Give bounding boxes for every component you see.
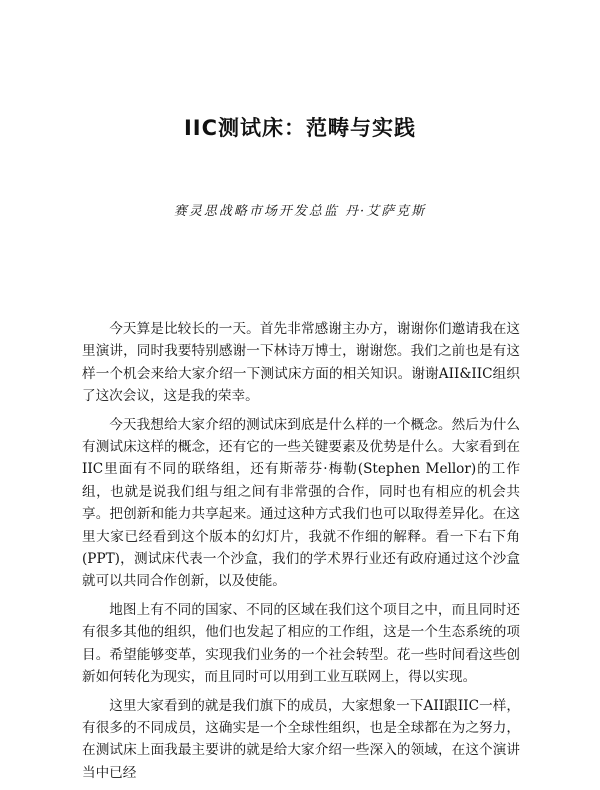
paragraph-3: 地图上有不同的国家、不同的区域在我们这个项目之中，而且同时还有很多其他的组织，他们也发起了相应的工作组，这是一个生态系统的项目。希望能够变革，实现我们业务的一个社会转型。花一些时间看这些创新如何转化为现实，而且同时可以用到工业互联网上，得以实现。 [82,601,520,686]
paragraph-4: 这里大家看到的就是我们旗下的成员，大家想象一下AII跟IIC一样，有很多的不同成员，这确实是一个全球性组织，也是全球都在为之努力，在测试床上面我最主要讲的就是给大家介绍一些深入的领域，在这个演讲当中已经 [82,697,520,781]
paragraph-1: 今天算是比较长的一天。首先非常感谢主办方，谢谢你们邀请我在这里演讲，同时我要特别感谢一下林诗万博士，谢谢您。我们之前也是有这样一个机会来给大家介绍一下测试床方面的相关知识。谢谢AII&IIC组织了这次会议，这是我的荣幸。 [82,321,520,405]
body-text [82,318,520,790]
author-byline: 赛灵思战略市场开发总监 丹·艾萨克斯 [173,204,427,219]
document-title: IIC测试床：范畴与实践 [183,116,417,140]
paragraph-2: 今天我想给大家介绍的测试床到底是什么样的一个概念。然后为什么有测试床这样的概念，还有它的一些关键要素及优势是什么。大家看到在IIC里面有不同的联络组，还有斯蒂芬·梅勒(Stephen Mellor)的工作组，也就是说我们组与组之间有非常强的合作，同时也有相应的机会共享。把创新和能力共享起来。通过这种方式我们也可以取得差异化。在这里大家已经看到这个版本的幻灯片，我就不作细的解释。看一下右下角(PPT)，测试床代表一个沙盒，我们的学术界行业还有政府通过这个沙盒就可以共同合作创新，以及使能。 [82,416,520,590]
